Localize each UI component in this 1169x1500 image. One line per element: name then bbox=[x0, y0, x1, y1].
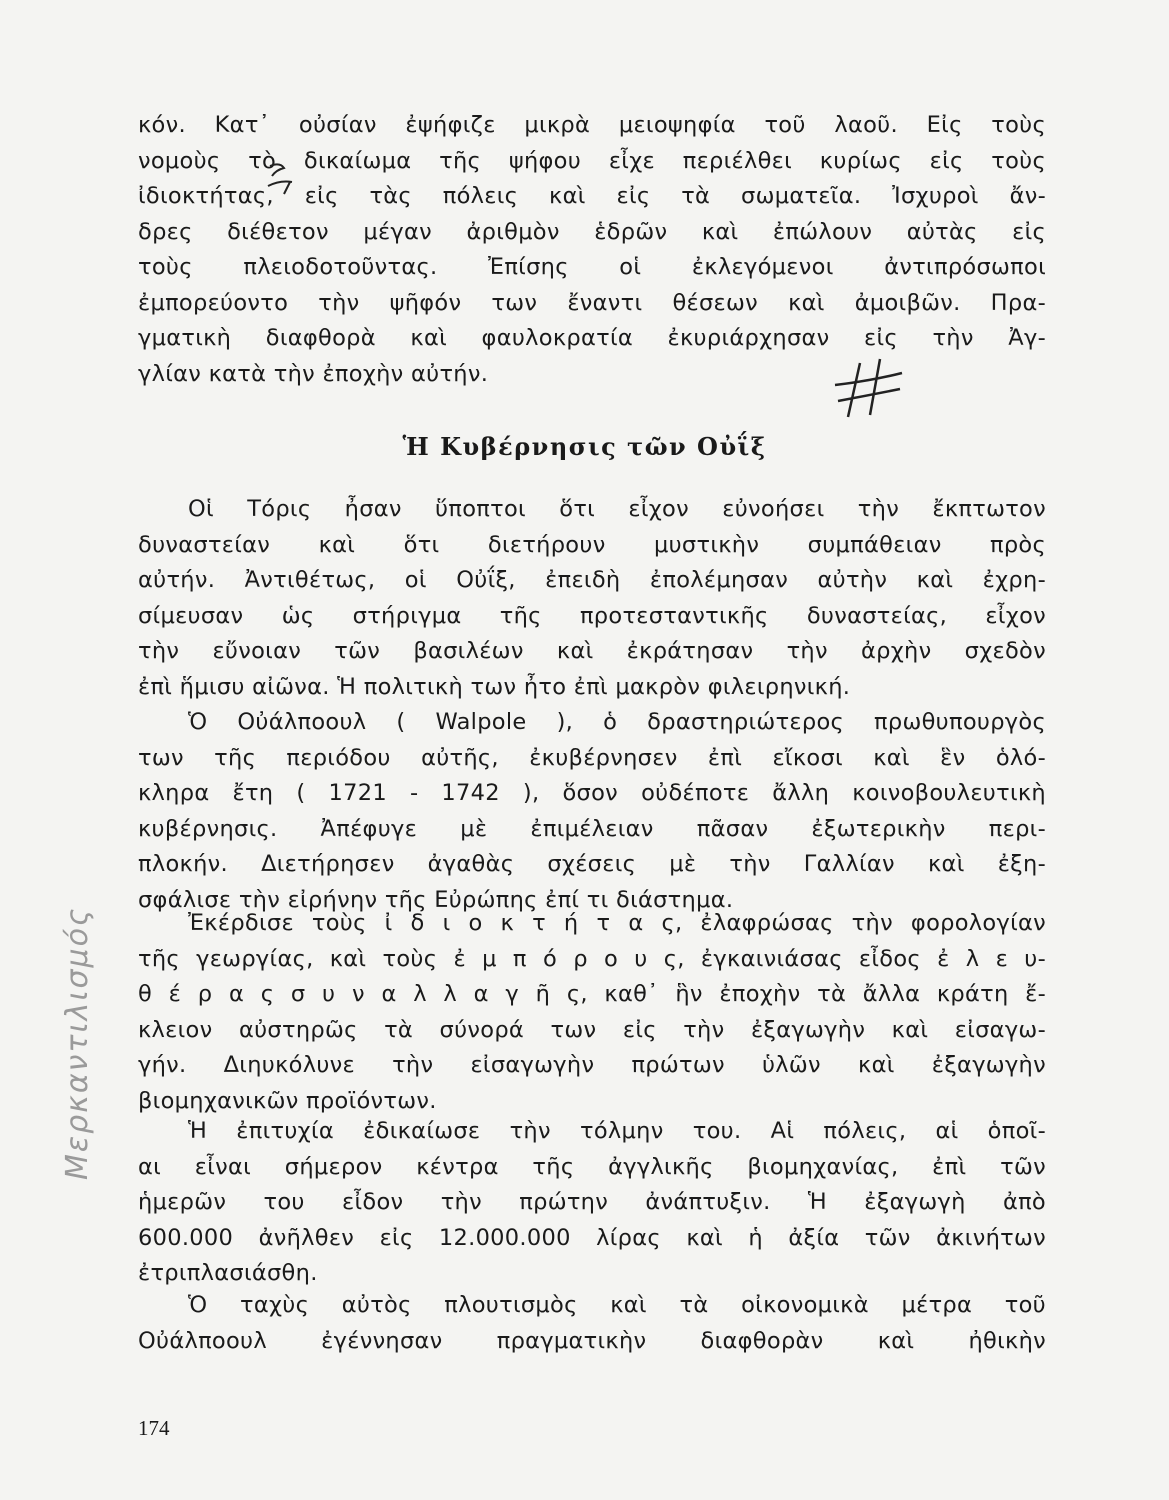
text-line: σίμευσαν ὡς στήριγμα τῆς προτεσταντικῆς δυναστείας, εἶχον bbox=[138, 602, 1046, 629]
margin-note: Μερκαντιλισμός bbox=[60, 906, 95, 1180]
page-number: 174 bbox=[138, 1416, 170, 1440]
text-line: ἡμερῶν του εἶδον τὴν πρώτην ἀνάπτυξιν. Ἡ ἐξαγωγὴ ἀπὸ bbox=[138, 1189, 1046, 1215]
paragraph-top bbox=[138, 108, 1046, 392]
text-line: δυναστείαν καὶ ὅτι διετήρουν μυστικὴν συμπάθειαν πρὸς bbox=[138, 531, 1046, 558]
text-line: τῆς γεωργίας, καὶ τοὺς ἐ μ π ό ρ ο υ ς, ἐγκαινιάσας εἶδος ἐ λ ε υ- bbox=[138, 945, 1046, 972]
text-line: πλοκήν. Διετήρησεν ἀγαθὰς σχέσεις μὲ τὴν Γαλλίαν καὶ ἐξη- bbox=[138, 851, 1046, 877]
text-line: των τῆς περιόδου αὐτῆς, ἐκυβέρνησεν ἐπὶ εἴκοσι καὶ ἓν ὁλό- bbox=[138, 744, 1046, 771]
text-line: κληρα ἔτη ( 1721 - 1742 ), ὅσον οὐδέποτε ἄλλη κοινοβουλευτικὴ bbox=[138, 780, 1046, 806]
text-line: βιομηχανικῶν προϊόντων. bbox=[138, 1087, 437, 1114]
paragraph-3 bbox=[138, 906, 1046, 1119]
text-line: δρες διέθετον μέγαν ἀριθμὸν ἑδρῶν καὶ ἐπώλουν αὐτὰς εἰς bbox=[138, 218, 1046, 245]
text-line: νομοὺς τὸ δικαίωμα τῆς ψήφου εἶχε περιέλθει κυρίως εἰς τοὺς bbox=[138, 147, 1046, 174]
text-line: αι εἶναι σήμερον κέντρα τῆς ἀγγλικῆς βιομηχανίας, ἐπὶ τῶν bbox=[138, 1153, 1046, 1180]
paragraph-2 bbox=[138, 705, 1046, 918]
paragraph-4 bbox=[138, 1114, 1046, 1292]
text-line: τοὺς πλειοδοτοῦντας. Ἐπίσης οἱ ἐκλεγόμενοι ἀντιπρόσωποι bbox=[138, 254, 1046, 280]
text-line: γλίαν κατὰ τὴν ἐποχὴν αὐτήν. bbox=[138, 360, 489, 387]
text-line: κλειον αὐστηρῶς τὰ σύνορά των εἰς τὴν ἐξαγωγὴν καὶ εἰσαγω- bbox=[138, 1016, 1046, 1043]
text-line: ἰδιοκτήτας, εἰς τὰς πόλεις καὶ εἰς τὰ σωματεῖα. Ἰσχυροὶ ἄν- bbox=[138, 183, 1046, 209]
text-line: τὴν εὔνοιαν τῶν βασιλέων καὶ ἐκράτησαν τὴν ἀρχὴν σχεδὸν bbox=[138, 638, 1046, 664]
handwritten-insert-mark-icon bbox=[262, 160, 302, 200]
text-line: Ὁ ταχὺς αὐτὸς πλουτισμὸς καὶ τὰ οἰκονομικὰ μέτρα τοῦ bbox=[188, 1292, 1046, 1318]
paragraph-1 bbox=[138, 492, 1046, 705]
text-line: ἐμπορεύοντο τὴν ψῆφόν των ἔναντι θέσεων καὶ ἀμοιβῶν. Πρα- bbox=[138, 289, 1046, 316]
text-line: κόν. Κατ᾽ οὐσίαν ἐψήφιζε μικρὰ μειοψηφία τοῦ λαοῦ. Εἰς τοὺς bbox=[138, 112, 1046, 138]
text-line: ἐτριπλασιάσθη. bbox=[138, 1260, 318, 1286]
text-line: γματικὴ διαφθορὰ καὶ φαυλοκρατία ἐκυριάρχησαν εἰς τὴν Ἀγ- bbox=[138, 325, 1046, 351]
text-line: 600.000 ἀνῆλθεν εἰς 12.000.000 λίρας καὶ ἡ ἀξία τῶν ἀκινήτων bbox=[138, 1224, 1046, 1251]
paragraph-5 bbox=[138, 1288, 1046, 1359]
text-line: θ έ ρ α ς σ υ ν α λ λ α γ ῆ ς, καθ᾽ ἣν ἐποχὴν τὰ ἄλλα κράτη ἔ- bbox=[138, 981, 1046, 1007]
text-line: Ἡ ἐπιτυχία ἐδικαίωσε τὴν τόλμην του. Αἱ πόλεις, αἱ ὁποῖ- bbox=[188, 1118, 1046, 1144]
section-heading: Ἡ Κυβέρνησις τῶν Οὐΐξ bbox=[402, 432, 767, 461]
text-line: αὐτήν. Ἀντιθέτως, οἱ Οὐΐξ, ἐπειδὴ ἐπολέμησαν αὐτὴν καὶ ἐχρη- bbox=[138, 567, 1046, 593]
text-line: κυβέρνησις. Ἀπέφυγε μὲ ἐπιμέλειαν πᾶσαν ἐξωτερικὴν περι- bbox=[138, 815, 1046, 842]
text-line: ἐπὶ ἥμισυ αἰῶνα. Ἡ πολιτικὴ των ἦτο ἐπὶ μακρὸν φιλειρηνική. bbox=[138, 673, 851, 700]
text-line: Ἐκέρδισε τοὺς ἰ δ ι ο κ τ ή τ α ς, ἐλαφρώσας τὴν φορολογίαν bbox=[188, 910, 1046, 936]
text-line: σφάλισε τὴν εἰρήνην τῆς Εὐρώπης ἐπί τι διάστημα. bbox=[138, 886, 734, 913]
handwritten-end-mark-icon bbox=[830, 355, 910, 425]
text-line: Ὁ Οὐάλποουλ ( Walpole ), ὁ δραστηριώτερος πρωθυπουργὸς bbox=[188, 709, 1046, 735]
text-line: γήν. Διηυκόλυνε τὴν εἰσαγωγὴν πρώτων ὑλῶν καὶ ἐξαγωγὴν bbox=[138, 1052, 1046, 1078]
text-line: Οὐάλποουλ ἐγέννησαν πραγματικὴν διαφθορὰν καὶ ἠθικὴν bbox=[138, 1327, 1046, 1354]
text-line: Οἱ Τόρις ἦσαν ὕποπτοι ὅτι εἶχον εὐνοήσει τὴν ἔκπτωτον bbox=[188, 496, 1046, 522]
